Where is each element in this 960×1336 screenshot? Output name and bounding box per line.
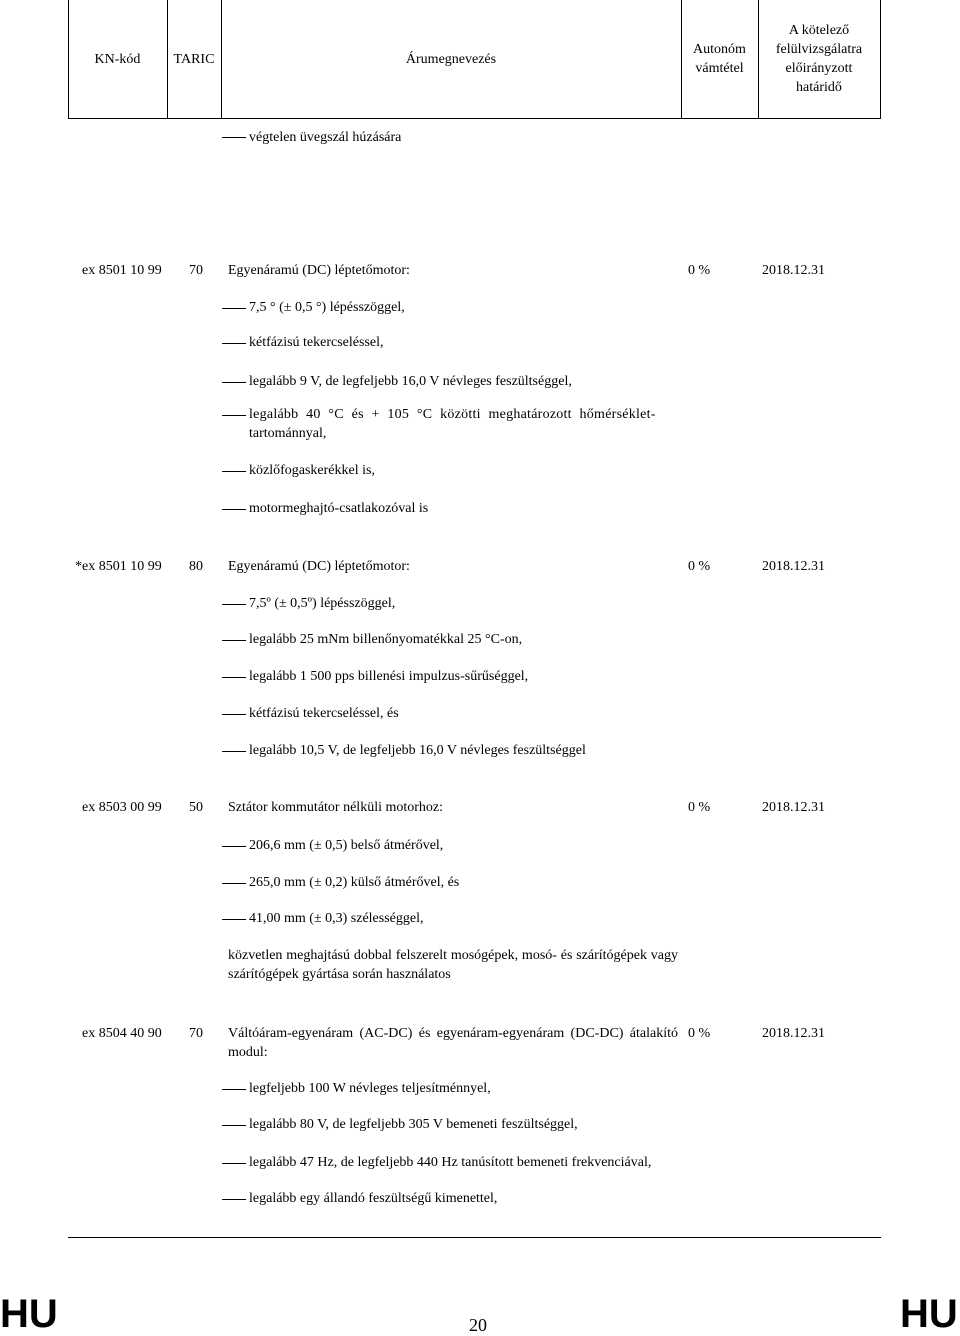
review-date: 2018.12.31 [762, 800, 825, 815]
duty-rate: 0 % [688, 559, 711, 574]
list-item: legalább 25 mNm billenőnyomatékkal 25 °C-on, [249, 632, 523, 647]
list-item: 206,6 mm (± 0,5) belső átmérővel, [249, 838, 444, 853]
header-taric: TARIC [173, 51, 215, 67]
dash-marker [222, 471, 246, 472]
list-item: legalább 10,5 V, de legfeljebb 16,0 V névleges feszültséggel [249, 743, 586, 758]
kn-code: ex 8503 00 99 [82, 800, 162, 815]
list-item: legalább egy állandó feszültségű kimenettel, [249, 1191, 498, 1206]
dash-marker [222, 714, 246, 715]
language-code-right: HU [900, 1292, 958, 1336]
list-item: 265,0 mm (± 0,2) külső átmérővel, és [249, 875, 460, 890]
table-bottom-rule [68, 1237, 881, 1238]
kn-code: ex 8504 40 90 [82, 1026, 162, 1041]
header-description: Árumegnevezés [405, 51, 497, 67]
entry-title: Váltóáram-egyenáram (AC-DC) és egyenáram-egyenáram (DC-DC) átalakító modul: [228, 1026, 678, 1060]
dash-marker [222, 382, 246, 383]
list-item: 7,5º (± 0,5º) lépésszöggel, [249, 596, 396, 611]
page-number: 20 [469, 1315, 487, 1335]
list-item: legalább 9 V, de legfeljebb 16,0 V névleges feszültséggel, [249, 374, 572, 389]
language-code-left: HU [0, 1292, 58, 1336]
header-review-date: A kötelező felülvizsgálatra előirányzott határidő [775, 23, 863, 95]
usage-note: közvetlen meghajtású dobbal felszerelt mosógépek, mosó- és szárítógépek vagy szárítógépek gyártása során használatos [228, 948, 678, 982]
taric-code: 70 [189, 263, 203, 278]
review-date: 2018.12.31 [762, 1026, 825, 1041]
dash-marker [222, 640, 246, 641]
intro-line: végtelen üvegszál húzására [249, 130, 402, 145]
list-item: legalább 1 500 pps billenési impulzus-sűrűséggel, [249, 669, 529, 684]
list-item: kétfázisú tekercseléssel, [249, 335, 384, 350]
taric-code: 80 [189, 559, 203, 574]
table-header [68, 0, 881, 119]
entry-title: Sztátor kommutátor nélküli motorhoz: [228, 800, 444, 815]
list-item: legalább 80 V, de legfeljebb 305 V bemeneti feszültséggel, [249, 1117, 578, 1132]
review-date: 2018.12.31 [762, 559, 825, 574]
dash-marker [222, 343, 246, 344]
duty-rate: 0 % [688, 800, 711, 815]
dash-marker [222, 1089, 246, 1090]
dash-marker [222, 883, 246, 884]
entry-title: Egyenáramú (DC) léptetőmotor: [228, 263, 410, 278]
dash-marker [222, 846, 246, 847]
dash-marker [222, 677, 246, 678]
dash-marker [222, 415, 246, 416]
kn-code: ex 8501 10 99 [82, 263, 162, 278]
review-date: 2018.12.31 [762, 263, 825, 278]
taric-code: 50 [189, 800, 203, 815]
dash-marker [222, 1125, 246, 1126]
header-kn-code: KN-kód [94, 51, 141, 67]
list-item: 7,5 ° (± 0,5 °) lépésszöggel, [249, 300, 405, 315]
dash-marker [222, 308, 246, 309]
kn-code: *ex 8501 10 99 [75, 559, 162, 574]
list-item: 41,00 mm (± 0,3) szélességgel, [249, 911, 424, 926]
dash-marker [222, 1199, 246, 1200]
list-item: legalább 47 Hz, de legfeljebb 440 Hz tanúsított bemeneti frekvenciával, [249, 1155, 652, 1170]
taric-code: 70 [189, 1026, 203, 1041]
dash-marker [222, 919, 246, 920]
duty-rate: 0 % [688, 1026, 711, 1041]
list-item: kétfázisú tekercseléssel, és [249, 706, 399, 721]
header-autonomous-rate: Autonóm vámtétel [693, 42, 746, 76]
list-item-continuation: tartománnyal, [249, 426, 327, 441]
dash-marker [222, 604, 246, 605]
list-item: legalább 40 °C és + 105 °C közötti meghatározott hőmérséklet- [249, 407, 656, 422]
list-item: közlőfogaskerékkel is, [249, 463, 375, 478]
dash-marker [222, 1163, 246, 1164]
duty-rate: 0 % [688, 263, 711, 278]
entry-title: Egyenáramú (DC) léptetőmotor: [228, 559, 410, 574]
dash-marker [222, 509, 246, 510]
dash-marker [222, 137, 246, 138]
list-item: legfeljebb 100 W névleges teljesítménnyel, [249, 1081, 491, 1096]
dash-marker [222, 751, 246, 752]
list-item: motormeghajtó-csatlakozóval is [249, 501, 429, 516]
